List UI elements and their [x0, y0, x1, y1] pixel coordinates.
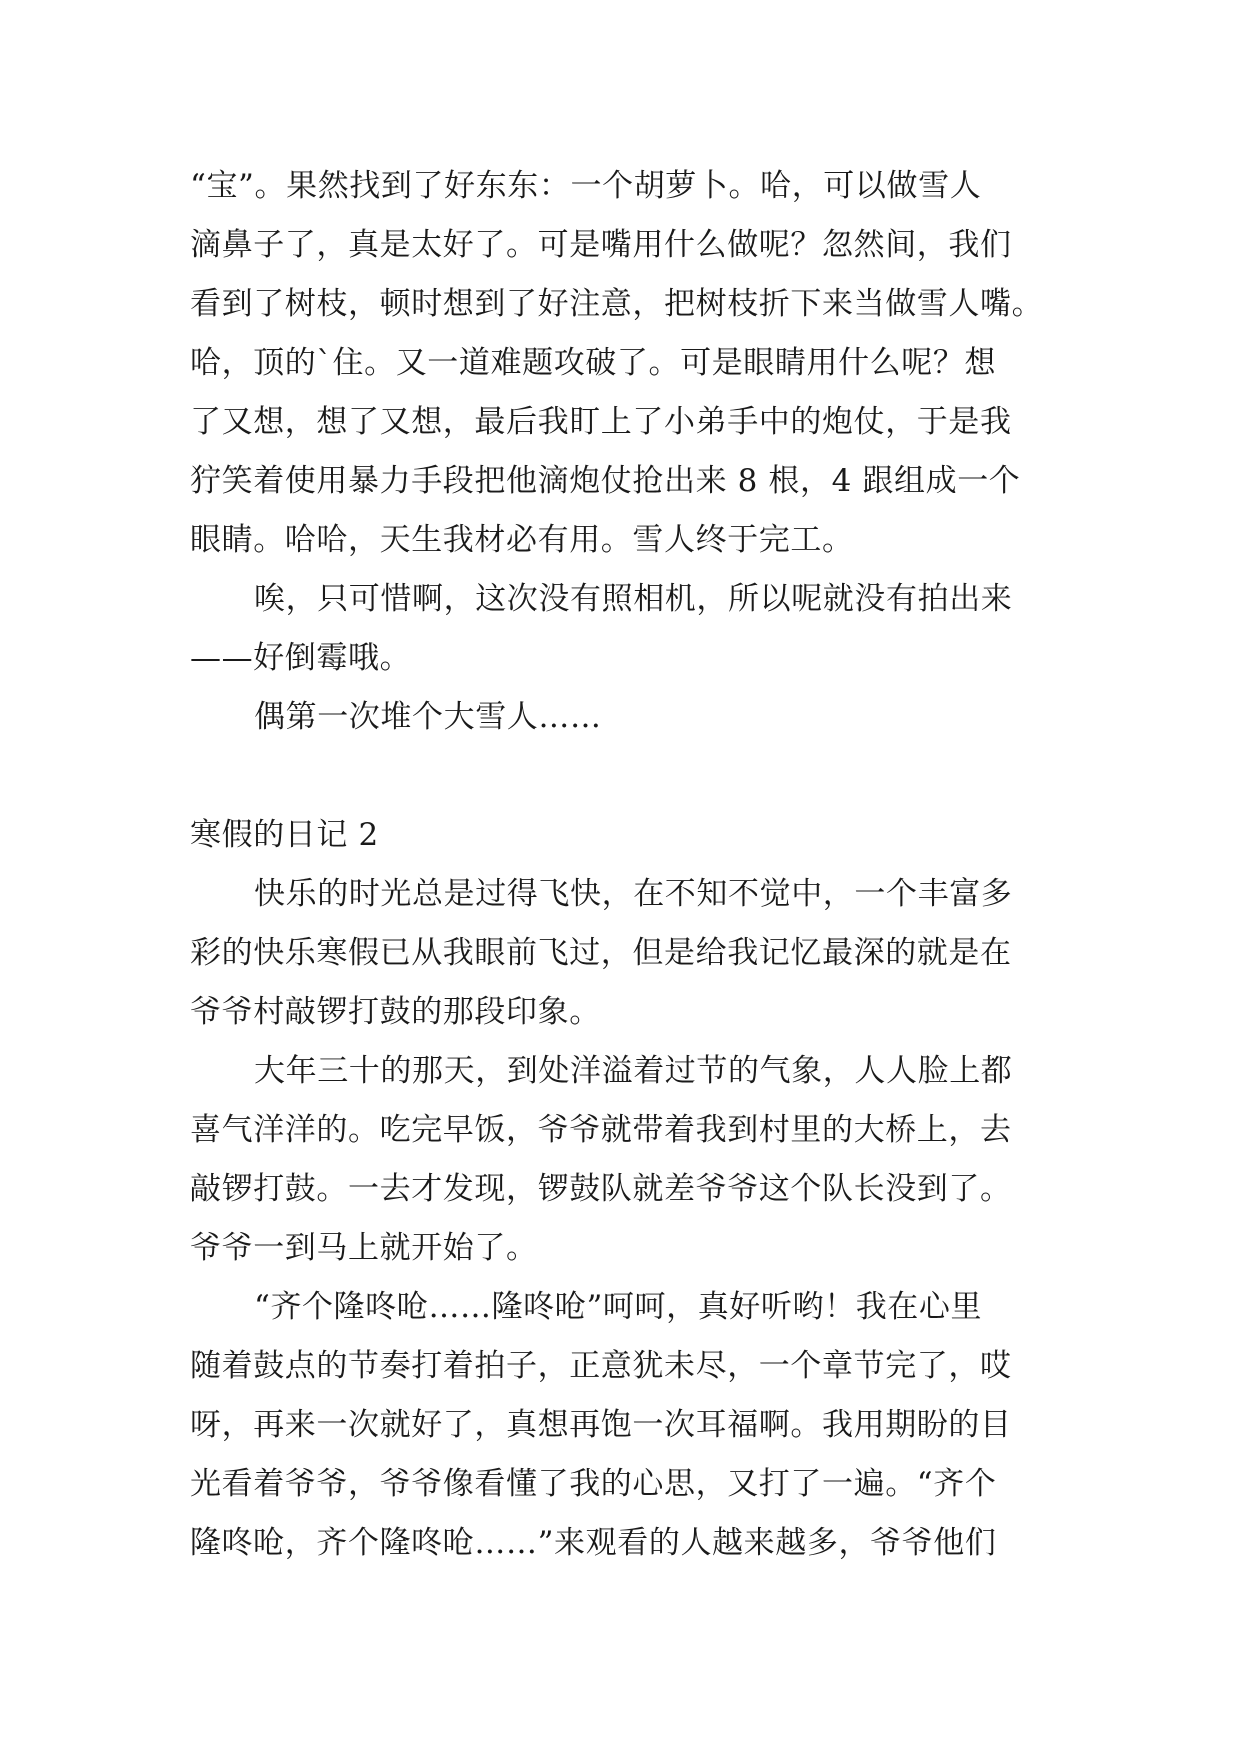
- text-line: 看到了树枝，顿时想到了好注意，把树枝折下来当做雪人嘴。: [190, 286, 1044, 322]
- text-line: 了又想，想了又想，最后我盯上了小弟手中的炮仗，于是我: [190, 404, 1012, 440]
- section-heading: 寒假的日记 2: [190, 817, 379, 853]
- text-line: 喜气洋洋的。吃完早饭，爷爷就带着我到村里的大桥上，去: [190, 1112, 1012, 1148]
- text-line: 光看着爷爷，爷爷像看懂了我的心思，又打了一遍。“齐个: [190, 1466, 997, 1502]
- text-line: 偶第一次堆个大雪人……: [254, 699, 602, 735]
- text-line: 爷爷一到马上就开始了。: [190, 1230, 538, 1266]
- text-line: 狞笑着使用暴力手段把他滴炮仗抢出来 8 根，4 跟组成一个: [190, 463, 1021, 499]
- text-line: “宝”。果然找到了好东东：一个胡萝卜。哈，可以做雪人: [190, 168, 982, 204]
- text-line: 彩的快乐寒假已从我眼前飞过，但是给我记忆最深的就是在: [190, 935, 1012, 971]
- text-line: 隆咚呛，齐个隆咚呛……”来观看的人越来越多，爷爷他们: [190, 1525, 997, 1561]
- text-line: 随着鼓点的节奏打着拍子，正意犹未尽，一个章节完了，哎: [190, 1348, 1012, 1384]
- text-line: 呀，再来一次就好了，真想再饱一次耳福啊。我用期盼的目: [190, 1407, 1012, 1443]
- text-line: 哈，顶的`住。又一道难题攻破了。可是眼睛用什么呢？想: [190, 345, 997, 381]
- text-line: 快乐的时光总是过得飞快，在不知不觉中，一个丰富多: [254, 876, 1013, 912]
- text-line: “齐个隆咚呛……隆咚呛”呵呵，真好听哟！我在心里: [254, 1289, 983, 1325]
- text-line: ——好倒霉哦。: [190, 640, 412, 676]
- text-line: 唉，只可惜啊，这次没有照相机，所以呢就没有拍出来: [254, 581, 1013, 617]
- text-line: 敲锣打鼓。一去才发现，锣鼓队就差爷爷这个队长没到了。: [190, 1171, 1012, 1207]
- text-line: 大年三十的那天，到处洋溢着过节的气象，人人脸上都: [254, 1053, 1013, 1089]
- text-line: 滴鼻子了，真是太好了。可是嘴用什么做呢？忽然间，我们: [190, 227, 1012, 263]
- text-line: 眼睛。哈哈，天生我材必有用。雪人终于完工。: [190, 522, 854, 558]
- text-line: 爷爷村敲锣打鼓的那段印象。: [190, 994, 601, 1030]
